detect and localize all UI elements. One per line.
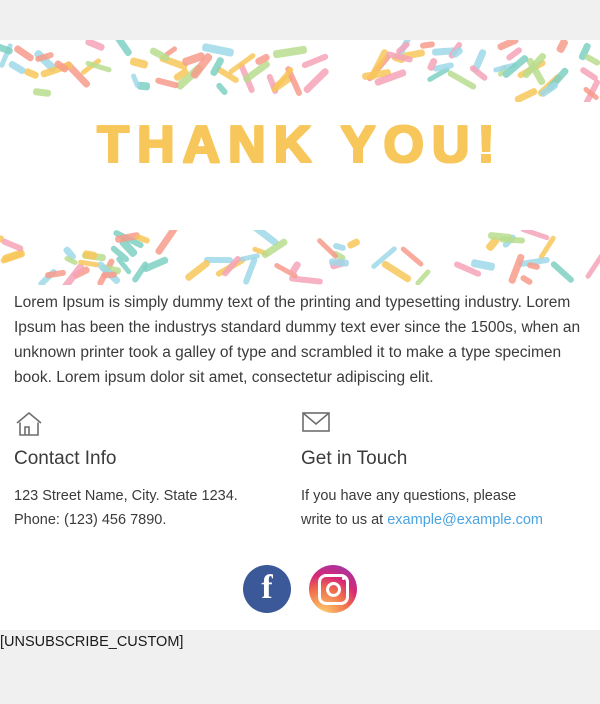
facebook-icon[interactable] xyxy=(243,565,291,613)
envelope-icon xyxy=(301,410,588,444)
contact-email-link[interactable]: example@example.com xyxy=(387,512,543,528)
page-title: THANK YOU! xyxy=(97,116,503,174)
contact-info-text xyxy=(14,484,301,532)
instagram-glyph xyxy=(318,574,349,605)
confetti-dash xyxy=(273,46,308,59)
info-columns xyxy=(14,410,588,532)
confetti-band-top xyxy=(0,40,600,102)
confetti-dash xyxy=(381,260,412,283)
confetti-dash xyxy=(13,44,35,62)
contact-phone: Phone: (123) 456 7890. xyxy=(14,512,167,528)
confetti-dash xyxy=(7,60,26,76)
get-in-touch-line2 xyxy=(301,508,588,532)
confetti-dash xyxy=(400,246,425,268)
confetti-dash xyxy=(45,270,67,279)
confetti-dash xyxy=(129,57,148,69)
confetti-dash xyxy=(584,251,600,279)
confetti-dash xyxy=(414,269,431,285)
title-area xyxy=(0,115,600,175)
body-paragraph: Lorem Ipsum is simply dummy text of the printing and typesetting industry. Lorem Ipsum has been the industrys standard dummy text ever since the 1500s, when an unknown printer took a galley of type and scrambled it to make a type specimen book. Lorem ipsum dolor sit amet, consectetur adipiscing elit. xyxy=(14,294,581,386)
confetti-dash xyxy=(131,73,141,88)
confetti-dash xyxy=(33,88,52,97)
confetti-dash xyxy=(111,40,133,57)
confetti-dash xyxy=(519,274,533,285)
confetti-dash xyxy=(184,259,211,282)
email-card xyxy=(0,40,600,630)
confetti-dash xyxy=(578,66,598,82)
instagram-icon[interactable] xyxy=(309,565,357,613)
get-in-touch-heading: Get in Touch xyxy=(301,448,408,469)
get-in-touch-line1: If you have any questions, please xyxy=(301,488,517,504)
confetti-dash xyxy=(85,40,106,52)
contact-info-heading: Contact Info xyxy=(14,448,117,469)
confetti-band-bottom xyxy=(0,230,600,285)
confetti-dash xyxy=(555,40,568,54)
confetti-dash xyxy=(215,82,229,96)
confetti-dash xyxy=(301,53,329,69)
contact-info-column xyxy=(14,410,301,532)
social-links xyxy=(0,565,600,613)
confetti-dash xyxy=(142,256,169,273)
home-icon xyxy=(14,410,301,444)
facebook-glyph: f xyxy=(261,569,273,606)
confetti-dash xyxy=(303,67,331,95)
confetti-dash xyxy=(584,53,600,66)
confetti-dash xyxy=(513,87,538,102)
unsubscribe-token[interactable]: [UNSUBSCRIBE_CUSTOM] xyxy=(0,634,184,650)
confetti-dash xyxy=(498,236,525,243)
confetti-dash xyxy=(154,230,178,255)
get-in-touch-text xyxy=(301,484,588,532)
get-in-touch-prefix: write to us at xyxy=(301,512,388,528)
contact-address: 123 Street Name, City. State 1234. xyxy=(14,488,238,504)
get-in-touch-column xyxy=(301,410,588,532)
confetti-dash xyxy=(550,260,575,283)
confetti-dash xyxy=(82,250,97,260)
confetti-dash xyxy=(0,238,23,252)
confetti-dash xyxy=(346,238,361,250)
